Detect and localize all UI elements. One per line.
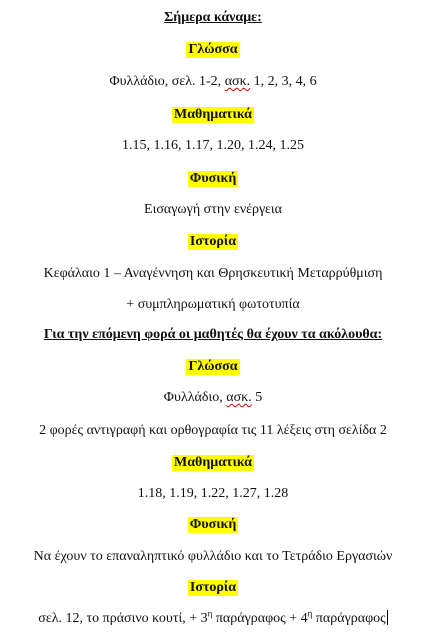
history-text-today: Κεφάλαιο 1 – Αναγέννηση και Θρησκευτική Μεταρρύθμιση [43,266,383,281]
math-subject-next [0,454,426,472]
physics-subject-next [0,516,426,534]
next-heading: Για την επόμενη φορά οι μαθητές θα έχουν τα ακόλουθα: [43,327,383,342]
physics-text-today: Εισαγωγή στην ενέργεια [144,202,282,217]
greek-extra-next: 2 φορές αντιγραφή και ορθογραφία τις 11 λέξεις στη σελίδα 2 [39,423,387,438]
subject-label: Φυσική [189,171,237,186]
math-text-today: 1.15, 1.16, 1.17, 1.20, 1.24, 1.25 [122,138,304,153]
history-text-next[interactable]: σελ. 12, το πράσινο κουτί, + $3^\eta$ $\pi\alpha\rho ά\gamma\rho\alpha\varphi o\varsigma + 4^\eta$ παράγραφος [38,608,386,626]
greek-text-today: Φυλλάδιο, σελ. 1-2, ασκ. 1, 2, 3, 4, 6 [109,74,317,89]
subject-label: Ιστορία [189,580,237,595]
subject-label: Φυσική [189,517,237,532]
subject-label: Γλώσσα [188,359,238,374]
greek-subject-next [0,358,426,376]
subject-label: Μαθηματικά [173,455,252,470]
spellcheck-word: ασκ. [224,74,251,89]
subject-label: Μαθηματικά [173,107,252,122]
greek-text-next: Φυλλάδιο, ασκ. 5 [163,390,263,405]
subject-label: Ιστορία [189,234,237,249]
spellcheck-word: ασκ. [226,390,252,405]
math-subject-today [0,106,426,124]
math-text-next: 1.18, 1.19, 1.22, 1.27, 1.28 [137,486,289,501]
history-subject-next [0,579,426,597]
history-extra-today: + συμπληρωματική φωτοτυπία [126,297,300,312]
physics-text-next: Να έχουν το επαναληπτικό φυλλάδιο και το Τετράδιο Εργασιών [33,549,393,564]
physics-subject-today [0,170,426,188]
text-cursor [387,610,388,625]
today-heading: Σήμερα κάναμε: [164,10,262,25]
greek-subject-today [0,41,426,59]
history-subject-today [0,233,426,251]
subject-label: Γλώσσα [188,42,238,57]
